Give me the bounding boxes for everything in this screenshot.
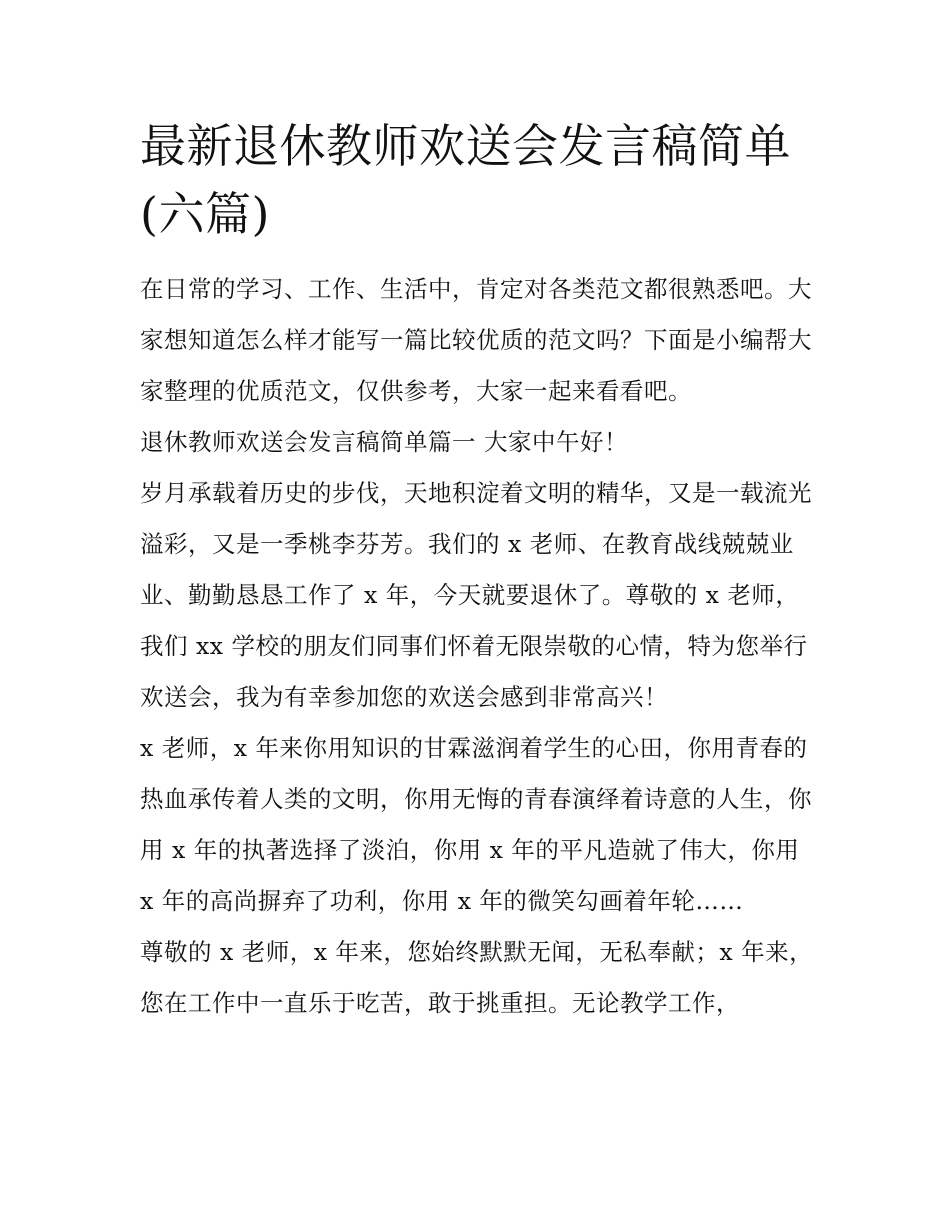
- paragraph-body: 尊敬的 x 老师，x 年来，您始终默默无闻，无私奉献；x 年来，您在工作中一直乐于吃苦，敢于挑重担。无论教学工作，: [140, 938, 814, 1017]
- paragraph-body: x 老师，x 年来你用知识的甘霖滋润着学生的心田，你用青春的热血承传着人类的文明，你用无悔的青春演绎着诗意的人生，你用 x 年的执著选择了淡泊，你用 x 年的平凡造就了伟大，你用 x 年的高尚摒弃了功利，你用 x 年的微笑勾画着年轮……: [140, 734, 812, 915]
- document-title: 最新退休教师欢送会发言稿简单(六篇): [140, 119, 791, 241]
- paragraph-section-heading: 退休教师欢送会发言稿简单篇一 大家中午好！: [140, 428, 628, 456]
- paragraph-intro: 在日常的学习、工作、生活中，肯定对各类范文都很熟悉吧。大家想知道怎么样才能写一篇比较优质的范文吗？下面是小编帮大家整理的优质范文，仅供参考，大家一起来看看吧。: [140, 275, 812, 405]
- paragraph-body: 岁月承载着历史的步伐，天地积淀着文明的精华，又是一载流光溢彩，又是一季桃李芬芳。我们的 x 老师、在教育战线兢兢业业、勤勤恳恳工作了 x 年，今天就要退休了。尊敬的 x 老师，我们 xx 学校的朋友们同事们怀着无限崇敬的心情，特为您举行欢送会，我为有幸参加您的欢送会感到非常高兴！: [140, 479, 812, 711]
- document-body: [140, 112, 820, 1029]
